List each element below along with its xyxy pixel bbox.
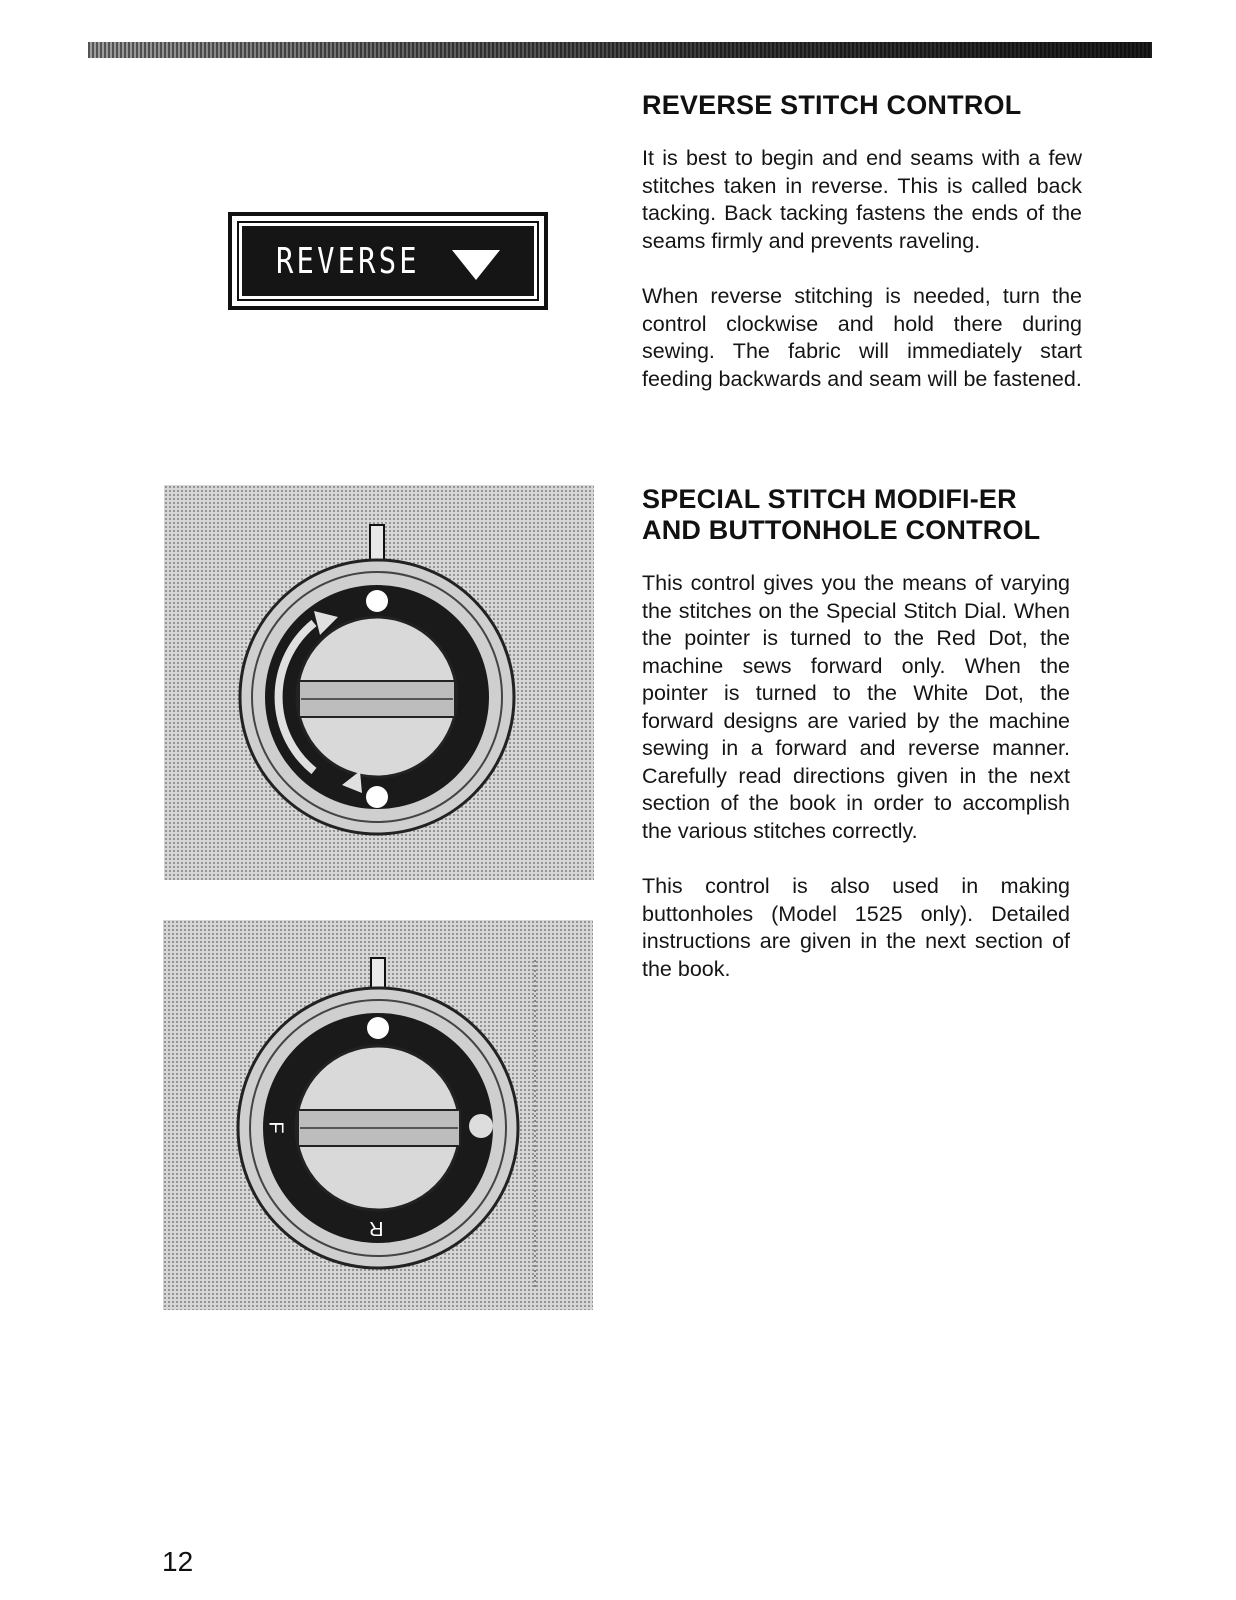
modifier-dial-illustration (163, 920, 593, 1310)
reverse-stitch-paragraph-1: It is best to begin and end seams with a few stitches taken in reverse. This is called back tacking. Back tacking fastens the ends of the seams firmly and prevents raveling. (642, 146, 1082, 253)
reverse-dial-illustration (164, 485, 594, 880)
reverse-stitch-paragraph-2: When reverse stitching is needed, turn the control clockwise and hold there during sewing. The fabric will immediately start feeding backwards and seam will be fastened. (642, 284, 1082, 391)
down-triangle-icon (452, 250, 500, 280)
reverse-label-plate (228, 212, 548, 310)
reverse-dial-photo (164, 485, 594, 880)
dial-marking-r: R (369, 1217, 384, 1239)
modifier-dial-photo (163, 920, 593, 1310)
reverse-stitch-section (642, 90, 1082, 393)
reverse-label-inner (239, 223, 537, 299)
top-rule (88, 42, 1152, 58)
special-stitch-heading: SPECIAL STITCH MODIFI-ER AND BUTTONHOLE CONTROL (642, 484, 1041, 545)
reverse-label-text: REVERSE (276, 240, 420, 282)
page-number: 12 (162, 1546, 194, 1577)
special-stitch-paragraph-1: This control gives you the means of varying the stitches on the Special Stitch Dial. When the pointer is turned to the Red Dot, the machine sews forward only. When the pointer is turned to the White Dot, the forward designs are varied by the machine sewing in a forward and reverse manner. Carefully read directions given in the next section of the book in order to accomplish the various stitches correctly. (642, 571, 1070, 843)
special-stitch-section (642, 484, 1070, 983)
dial-marking-f: F (264, 1121, 287, 1134)
special-stitch-paragraph-2: This control is also used in making buttonholes (Model 1525 only). Detailed instructions are given in the next section of the book. (642, 874, 1070, 981)
reverse-stitch-heading: REVERSE STITCH CONTROL (642, 90, 1022, 120)
